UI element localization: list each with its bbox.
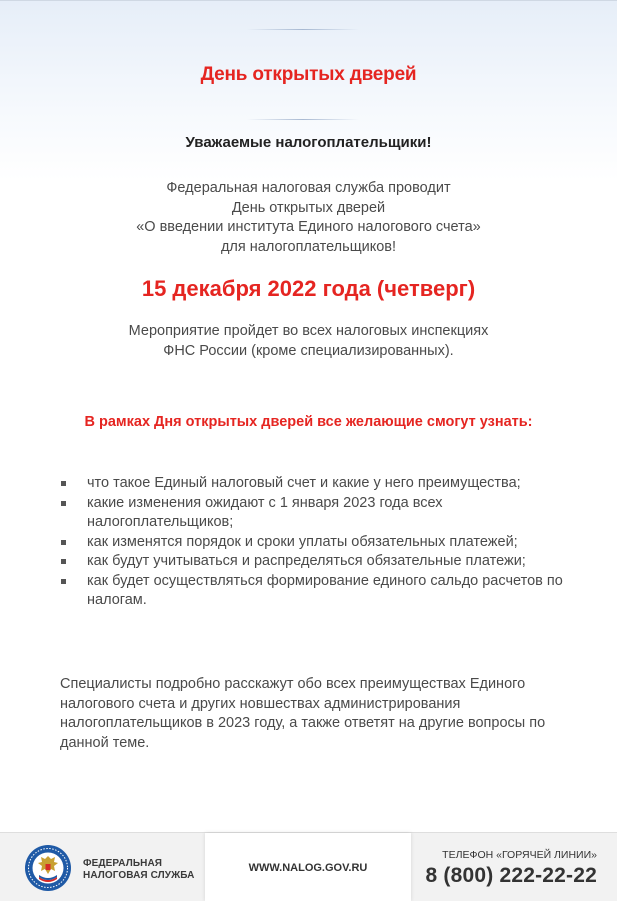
list-item [60,572,580,611]
top-divider [247,29,359,30]
list-item-text: как изменятся порядок и сроки уплаты обязательных платежей; [87,533,518,550]
bullet-icon [61,579,66,584]
bullet-icon [61,540,66,545]
intro-line: для налогоплательщиков! [220,238,397,255]
list-item-text: как будут учитываться и распределяться обязательные платежи; [87,553,526,569]
event-info [0,322,617,361]
intro-line: Федеральная налоговая служба проводит [166,180,451,196]
list-item [60,474,580,494]
bullet-icon [61,501,66,506]
closing-paragraph: Специалисты подробно расскажут обо всех преимуществах Единого налогового счета и других новшествах администрирования налогоплательщиков в 2023 году, а также ответят на другие вопросы по данной теме. [60,676,546,751]
intro-text [0,179,617,257]
hotline-label: ТЕЛЕФОН «ГОРЯЧЕЙ ЛИНИИ» [442,849,597,861]
topics-list [60,474,580,611]
fns-emblem-icon [24,844,72,892]
org-name-line: ФЕДЕРАЛЬНАЯ [83,858,163,869]
event-date: 15 декабря 2022 года (четверг) [141,276,476,301]
list-item [60,494,580,533]
title-divider [247,119,359,120]
event-info-line: Мероприятие пройдет во всех налоговых инспекциях [128,323,489,339]
list-item-text: что такое Единый налоговый счет и какие у него преимущества; [87,475,521,491]
intro-line: «О введении института Единого налогового счета» [136,219,481,235]
event-info-line: ФНС России (кроме специализированных). [163,342,454,359]
list-item-text: какие изменения ожидают с 1 января 2023 года всех налогоплательщиков; [87,494,443,530]
list-item [60,552,580,572]
list-item-text: как будет осуществляться формирование единого сальдо расчетов по налогам. [87,572,563,608]
hotline-phone[interactable]: 8 (800) 222-22-22 [425,864,597,887]
org-name-line: НАЛОГОВАЯ СЛУЖБА [83,869,195,881]
bullet-icon [61,559,66,564]
website-link[interactable]: WWW.NALOG.GOV.RU [248,862,368,874]
list-item [60,533,580,553]
page-title: День открытых дверей [200,64,417,85]
learn-heading: В рамках Дня открытых дверей все желающие смогут узнать: [84,414,533,430]
footer [0,832,617,901]
website-box [205,833,411,901]
intro-line: День открытых дверей [231,199,386,216]
greeting: Уважаемые налогоплательщики! [185,134,432,151]
org-name [83,858,194,881]
bullet-icon [61,481,66,486]
